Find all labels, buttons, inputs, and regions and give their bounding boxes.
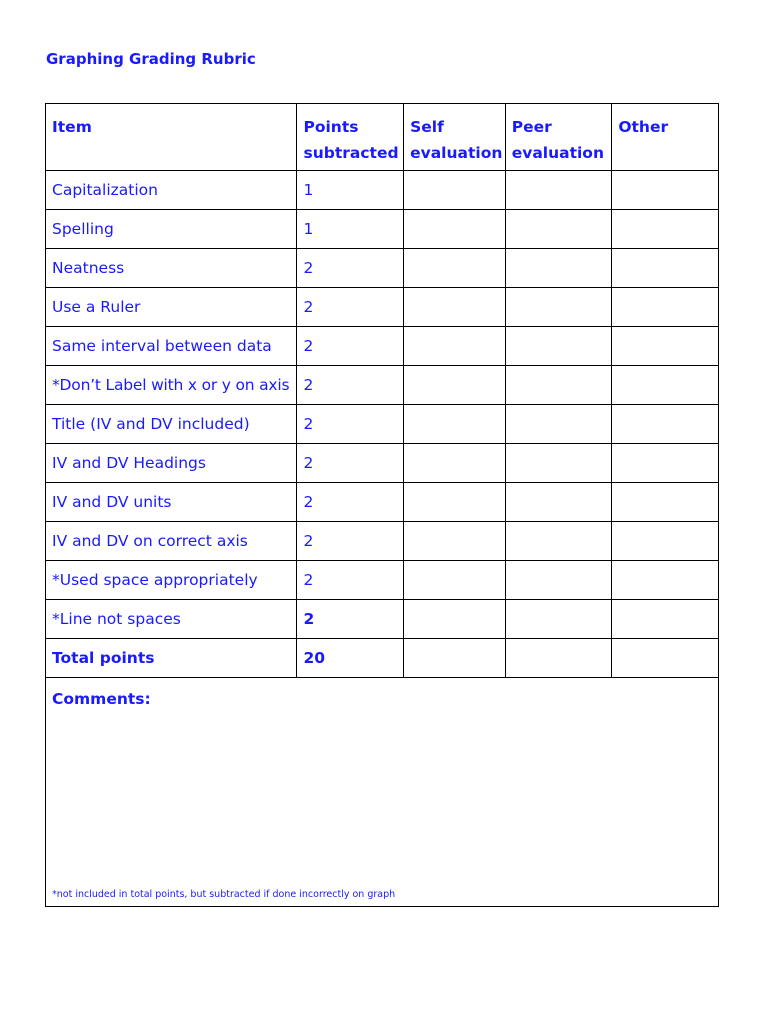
table-row	[46, 288, 719, 327]
peer-evaluation-cell[interactable]	[505, 210, 612, 249]
table-row	[46, 600, 719, 639]
table-row	[46, 249, 719, 288]
self-evaluation-cell[interactable]	[404, 171, 506, 210]
self-evaluation-total-cell[interactable]	[404, 639, 506, 678]
points-cell: 2	[297, 483, 404, 522]
self-evaluation-cell[interactable]	[404, 444, 506, 483]
other-cell[interactable]	[612, 366, 719, 405]
item-cell: *Used space appropriately	[46, 561, 297, 600]
item-cell: Neatness	[46, 249, 297, 288]
peer-evaluation-cell[interactable]	[505, 171, 612, 210]
other-total-cell[interactable]	[612, 639, 719, 678]
table-row	[46, 522, 719, 561]
self-evaluation-cell[interactable]	[404, 561, 506, 600]
item-cell: IV and DV on correct axis	[46, 522, 297, 561]
points-cell: 2	[297, 522, 404, 561]
peer-evaluation-cell[interactable]	[505, 522, 612, 561]
peer-evaluation-cell[interactable]	[505, 327, 612, 366]
self-evaluation-cell[interactable]	[404, 483, 506, 522]
other-cell[interactable]	[612, 522, 719, 561]
item-cell: IV and DV Headings	[46, 444, 297, 483]
table-row	[46, 444, 719, 483]
self-evaluation-cell[interactable]	[404, 366, 506, 405]
points-cell: 1	[297, 210, 404, 249]
peer-evaluation-cell[interactable]	[505, 483, 612, 522]
item-cell: Title (IV and DV included)	[46, 405, 297, 444]
self-evaluation-cell[interactable]	[404, 600, 506, 639]
table-row	[46, 327, 719, 366]
points-cell: 2	[297, 444, 404, 483]
total-points: 20	[297, 639, 404, 678]
other-cell[interactable]	[612, 288, 719, 327]
item-cell: Use a Ruler	[46, 288, 297, 327]
points-cell: 2	[297, 249, 404, 288]
rubric-table	[45, 103, 719, 907]
table-row	[46, 483, 719, 522]
points-cell: 2	[297, 366, 404, 405]
comments-box[interactable]	[46, 678, 719, 907]
comments-label: Comments:	[52, 690, 151, 708]
peer-evaluation-cell[interactable]	[505, 561, 612, 600]
table-row	[46, 171, 719, 210]
self-evaluation-cell[interactable]	[404, 249, 506, 288]
peer-evaluation-cell[interactable]	[505, 600, 612, 639]
peer-evaluation-cell[interactable]	[505, 249, 612, 288]
points-cell: 2	[297, 561, 404, 600]
table-row	[46, 405, 719, 444]
header-points-subtracted: Points subtracted	[297, 104, 404, 171]
peer-evaluation-cell[interactable]	[505, 405, 612, 444]
points-cell: 2	[297, 327, 404, 366]
other-cell[interactable]	[612, 561, 719, 600]
header-item: Item	[46, 104, 297, 171]
item-cell: IV and DV units	[46, 483, 297, 522]
item-cell: Same interval between data	[46, 327, 297, 366]
table-row	[46, 366, 719, 405]
other-cell[interactable]	[612, 327, 719, 366]
other-cell[interactable]	[612, 600, 719, 639]
other-cell[interactable]	[612, 171, 719, 210]
comments-row	[46, 678, 719, 907]
header-peer-evaluation: Peer evaluation	[505, 104, 612, 171]
table-row	[46, 561, 719, 600]
points-cell: 2	[297, 405, 404, 444]
other-cell[interactable]	[612, 210, 719, 249]
peer-evaluation-cell[interactable]	[505, 444, 612, 483]
peer-evaluation-cell[interactable]	[505, 288, 612, 327]
peer-evaluation-total-cell[interactable]	[505, 639, 612, 678]
peer-evaluation-cell[interactable]	[505, 366, 612, 405]
self-evaluation-cell[interactable]	[404, 327, 506, 366]
header-self-evaluation: Self evaluation	[404, 104, 506, 171]
other-cell[interactable]	[612, 249, 719, 288]
points-cell: 2	[297, 600, 404, 639]
self-evaluation-cell[interactable]	[404, 405, 506, 444]
total-row	[46, 639, 719, 678]
table-row	[46, 210, 719, 249]
item-cell: *Line not spaces	[46, 600, 297, 639]
other-cell[interactable]	[612, 405, 719, 444]
item-cell: Spelling	[46, 210, 297, 249]
other-cell[interactable]	[612, 444, 719, 483]
header-other: Other	[612, 104, 719, 171]
footnote: *not included in total points, but subtracted if done incorrectly on graph	[52, 889, 396, 900]
item-cell: Capitalization	[46, 171, 297, 210]
self-evaluation-cell[interactable]	[404, 210, 506, 249]
header-row	[46, 104, 719, 171]
other-cell[interactable]	[612, 483, 719, 522]
points-cell: 2	[297, 288, 404, 327]
points-cell: 1	[297, 171, 404, 210]
item-cell: *Don’t Label with x or y on axis	[46, 366, 297, 405]
self-evaluation-cell[interactable]	[404, 522, 506, 561]
self-evaluation-cell[interactable]	[404, 288, 506, 327]
page-title: Graphing Grading Rubric	[46, 50, 256, 68]
total-label: Total points	[46, 639, 297, 678]
